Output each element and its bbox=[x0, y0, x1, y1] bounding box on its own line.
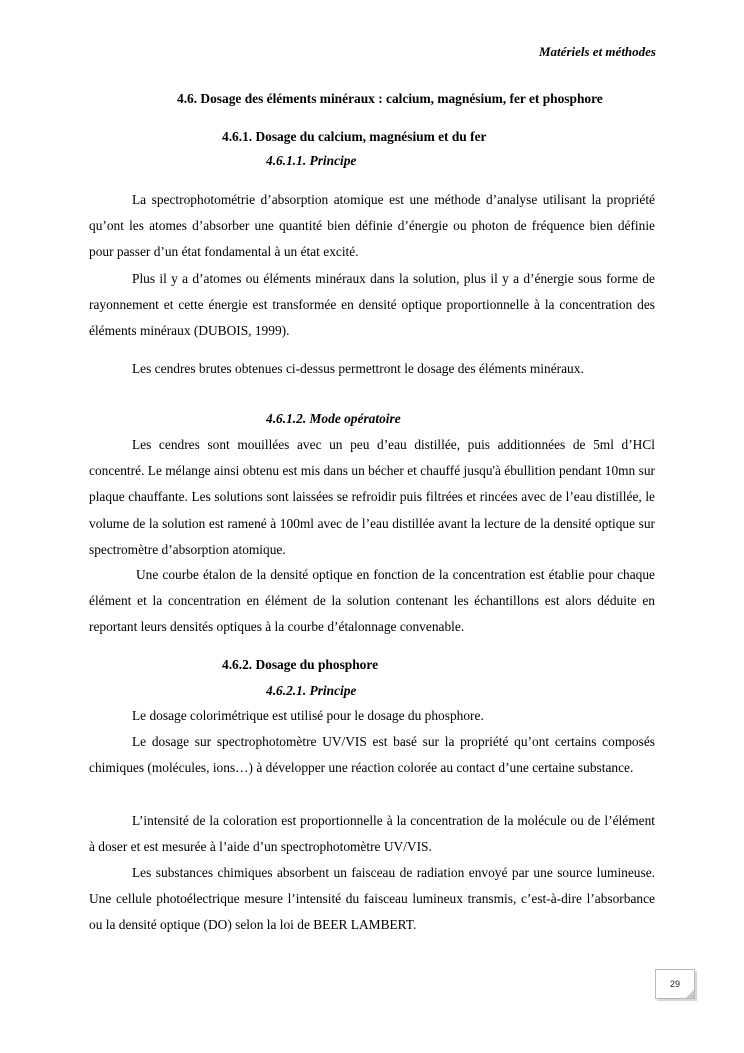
paragraph-colorimetrique: Le dosage colorimétrique est utilisé pour le dosage du phosphore. bbox=[132, 708, 484, 723]
running-header: Matériels et méthodes bbox=[539, 44, 656, 59]
paragraph-cendres: Les cendres brutes obtenues ci-dessus permettront le dosage des éléments minéraux. bbox=[132, 361, 584, 376]
subsubsection-heading-4-6-1-1: 4.6.1.1. Principe bbox=[266, 153, 357, 168]
subsection-heading-4-6-2: 4.6.2. Dosage du phosphore bbox=[222, 657, 379, 672]
page-number-box bbox=[655, 969, 695, 999]
paragraph-courbe-etalon: Une courbe étalon de la densité optique en fonction de la concentration est établie pour chaque élément et la concentration en élément de la solution contenant les échantillons est alors déduite en reportant leurs densités optiques à la courbe d’étalonnage convenable. bbox=[89, 567, 655, 635]
paragraph-intensite: L’intensité de la coloration est proportionnelle à la concentration de la molécule ou de l’élément à doser et est mesurée à l’aide d’un spectrophotomètre UV/VIS. bbox=[89, 813, 655, 855]
paragraph-mode-operatoire: Les cendres sont mouillées avec un peu d’eau distillée, puis additionnées de 5ml d’HCl concentré. Le mélange ainsi obtenu est mis dans un bécher et chauffé jusqu'à ébullition pendant 10mn sur plaque chauffante. Les solutions sont laissées se refroidir puis filtrées et rincées avec de l’eau distillée, le volume de la solution est ramené à 100ml avec de l’eau distillée avant la lecture de la densité optique sur spectromètre d’absorption atomique. bbox=[89, 437, 655, 557]
paragraph-principe-1: La spectrophotométrie d’absorption atomique est une méthode d’analyse utilisant la propriété qu’ont les atomes d’absorber une quantité bien définie d’énergie ou photon de fréquence bien définie pour passer d’un état fondamental à un état excité. bbox=[89, 192, 655, 260]
section-heading-4-6: 4.6. Dosage des éléments minéraux : calcium, magnésium, fer et phosphore bbox=[177, 91, 603, 106]
subsubsection-heading-4-6-2-1: 4.6.2.1. Principe bbox=[266, 683, 357, 698]
paragraph-substances: Les substances chimiques absorbent un faisceau de radiation envoyé par une source lumineuse. Une cellule photoélectrique mesure l’intensité du faisceau lumineux transmis, c’est-à-dire l’absorbance ou la densité optique (DO) selon la loi de BEER LAMBERT. bbox=[89, 865, 655, 933]
subsubsection-heading-4-6-1-2: 4.6.1.2. Mode opératoire bbox=[266, 411, 401, 426]
page-number: 29 bbox=[669, 979, 680, 989]
paragraph-uv-vis: Le dosage sur spectrophotomètre UV/VIS est basé sur la propriété qu’ont certains composés chimiques (molécules, ions…) à développer une réaction colorée au contact d’une certaine substance. bbox=[89, 734, 655, 776]
page-curl-icon bbox=[686, 990, 694, 998]
paragraph-principe-2: Plus il y a d’atomes ou éléments minéraux dans la solution, plus il y a d’énergie sous forme de rayonnement et cette énergie est transformée en densité optique proportionnelle à la concentration des éléments minéraux (DUBOIS, 1999). bbox=[89, 271, 655, 339]
subsection-heading-4-6-1: 4.6.1. Dosage du calcium, magnésium et du fer bbox=[222, 129, 487, 144]
